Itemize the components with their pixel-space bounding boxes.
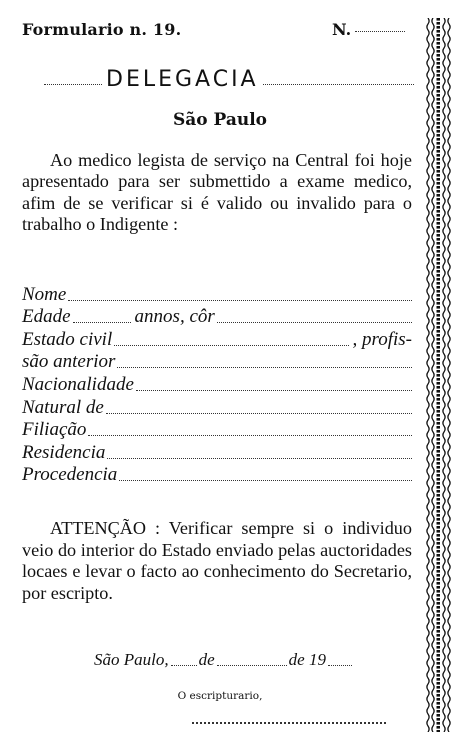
border-chain-link: [437, 610, 441, 613]
border-chain-link: [437, 490, 441, 493]
border-chain-link: [437, 74, 441, 77]
intro-paragraph: Ao medico legista de serviço na Central foi hoje apresentado para ser submettido a exame medico, afim de se verificar si é valido ou invalido para o trabalho o Indigente :: [22, 150, 412, 235]
border-chain-link: [437, 554, 441, 557]
border-chain-link: [437, 174, 441, 177]
border-chain-link: [437, 594, 441, 597]
border-chain-link: [437, 310, 441, 313]
border-chain-link: [437, 530, 441, 533]
border-chain-link: [437, 238, 441, 241]
border-chain-link: [437, 714, 441, 717]
border-chain-link: [437, 430, 441, 433]
border-chain-link: [437, 206, 441, 209]
border-chain-link: [437, 142, 441, 145]
border-chain-link: [437, 230, 441, 233]
border-chain-link: [437, 90, 441, 93]
month-blank: [217, 665, 287, 666]
border-chain-link: [437, 662, 441, 665]
year-blank: [328, 665, 352, 666]
border-chain-link: [437, 126, 441, 129]
border-chain-link: [437, 322, 441, 325]
blank-line: [114, 345, 348, 346]
border-chain-link: [437, 270, 441, 273]
border-chain-link: [437, 422, 441, 425]
border-chain-link: [437, 686, 441, 689]
border-chain-link: [437, 242, 441, 245]
border-chain-link: [437, 362, 441, 365]
field-natural-de: [22, 396, 412, 419]
border-chain-link: [437, 434, 441, 437]
border-chain-link: [437, 66, 441, 69]
border-chain-link: [437, 330, 441, 333]
title-row: [44, 60, 414, 92]
border-chain-link: [437, 98, 441, 101]
border-chain-link: [437, 38, 441, 41]
field-filiacao: [22, 419, 412, 442]
border-chain-link: [437, 46, 441, 49]
border-chain-link: [437, 446, 441, 449]
border-chain-link: [437, 302, 441, 305]
border-chain-link: [437, 478, 441, 481]
border-chain-link: [437, 386, 441, 389]
border-chain-link: [437, 370, 441, 373]
border-chain-link: [437, 646, 441, 649]
border-chain-link: [437, 274, 441, 277]
border-chain-link: [437, 634, 441, 637]
border-chain-link: [437, 698, 441, 701]
day-blank: [171, 665, 197, 666]
border-chain-link: [437, 34, 441, 37]
border-chain-link: [437, 102, 441, 105]
field-label: são anterior: [22, 351, 116, 373]
border-chain-link: [437, 262, 441, 265]
border-chain-link: [437, 186, 441, 189]
border-chain-link: [437, 506, 441, 509]
ornamental-border: [425, 18, 451, 732]
border-chain-link: [437, 26, 441, 29]
border-chain-link: [437, 410, 441, 413]
field-edade: [22, 306, 412, 329]
border-chain-link: [437, 150, 441, 153]
border-chain-link: [437, 586, 441, 589]
border-chain-link: [437, 402, 441, 405]
border-chain-link: [437, 670, 441, 673]
border-chain-link: [437, 674, 441, 677]
border-chain-link: [437, 158, 441, 161]
field-label: , profis-: [352, 328, 412, 350]
year-label: de 19: [288, 650, 326, 669]
border-chain-link: [437, 622, 441, 625]
border-chain-link: [437, 598, 441, 601]
border-chain-link: [437, 538, 441, 541]
border-chain-link: [437, 678, 441, 681]
border-chain-link: [437, 334, 441, 337]
border-chain-link: [437, 246, 441, 249]
border-chain-link: [437, 366, 441, 369]
border-chain-link: [437, 694, 441, 697]
border-chain-link: [437, 682, 441, 685]
signature-line: [192, 722, 386, 724]
field-nacionalidade: [22, 373, 412, 396]
border-chain-link: [437, 486, 441, 489]
border-chain-link: [437, 266, 441, 269]
border-chain-link: [437, 482, 441, 485]
border-chain-link: [437, 146, 441, 149]
border-chain-link: [437, 110, 441, 113]
border-chain-link: [437, 378, 441, 381]
border-wave-line: [432, 18, 434, 732]
border-chain-link: [437, 282, 441, 285]
border-chain-link: [437, 630, 441, 633]
blank-line: [88, 435, 412, 436]
border-chain-link: [437, 122, 441, 125]
border-chain-link: [437, 590, 441, 593]
border-chain-link: [437, 294, 441, 297]
border-chain-link: [437, 722, 441, 725]
border-chain-link: [437, 346, 441, 349]
border-chain-link: [437, 114, 441, 117]
border-chain-link: [437, 254, 441, 257]
border-chain-link: [437, 442, 441, 445]
field-estado-civil: [22, 328, 412, 351]
border-chain-link: [437, 502, 441, 505]
border-chain-link: [437, 226, 441, 229]
border-chain-link: [437, 474, 441, 477]
border-chain-link: [437, 342, 441, 345]
border-chain-link: [437, 666, 441, 669]
border-chain-link: [437, 250, 441, 253]
border-chain-link: [437, 58, 441, 61]
border-chain-link: [437, 50, 441, 53]
border-chain-link: [437, 350, 441, 353]
border-chain-link: [437, 358, 441, 361]
border-chain-link: [437, 22, 441, 25]
border-chain-link: [437, 62, 441, 65]
border-wave-line: [427, 18, 429, 732]
border-chain-link: [437, 702, 441, 705]
border-chain-link: [437, 454, 441, 457]
border-chain-link: [437, 382, 441, 385]
border-chain-link: [437, 214, 441, 217]
border-chain-link: [437, 374, 441, 377]
field-label: annos, côr: [134, 306, 215, 328]
border-chain-link: [437, 94, 441, 97]
border-chain-link: [437, 166, 441, 169]
attention-paragraph: ATTENÇÃO : Verificar sempre si o individuo veio do interior do Estado enviado pelas auctoridades locaes e levar o facto ao conhecimento do Secretario, por escripto.: [22, 518, 412, 603]
border-wave-line: [448, 18, 450, 732]
border-chain-link: [437, 566, 441, 569]
border-chain-link: [437, 650, 441, 653]
border-chain-link: [437, 106, 441, 109]
title-dots-left: [44, 84, 102, 85]
border-chain-link: [437, 130, 441, 133]
blank-line: [117, 367, 412, 368]
border-chain-link: [437, 418, 441, 421]
border-chain-link: [437, 518, 441, 521]
border-chain-link: [437, 570, 441, 573]
city-heading: São Paulo: [172, 110, 268, 130]
border-chain-link: [437, 70, 441, 73]
date-de-label: de: [198, 650, 215, 669]
border-chain-link: [437, 78, 441, 81]
border-wave-line: [443, 18, 445, 732]
border-chain-link: [437, 298, 441, 301]
border-chain-link: [437, 558, 441, 561]
field-label: Natural de: [22, 396, 104, 418]
border-chain-link: [437, 498, 441, 501]
border-chain-link: [437, 574, 441, 577]
border-chain-link: [437, 18, 441, 21]
field-label: Residencia: [22, 441, 106, 463]
border-chain-link: [437, 514, 441, 517]
border-chain-link: [437, 278, 441, 281]
border-chain-link: [437, 190, 441, 193]
border-chain-link: [437, 162, 441, 165]
number-blank: [355, 31, 405, 32]
field-label: Nome: [22, 283, 67, 305]
field-label: Edade: [22, 306, 71, 328]
border-chain-link: [437, 462, 441, 465]
border-chain-link: [437, 726, 441, 729]
border-chain-link: [437, 170, 441, 173]
border-chain-link: [437, 582, 441, 585]
border-chain-link: [437, 198, 441, 201]
form-number: Formulario n. 19.: [22, 20, 182, 39]
border-chain-link: [437, 638, 441, 641]
title-dots-right: [263, 84, 414, 85]
border-chain-link: [437, 618, 441, 621]
border-chain-link: [437, 578, 441, 581]
number-field: [332, 20, 412, 39]
border-chain-link: [437, 318, 441, 321]
border-chain-link: [437, 210, 441, 213]
border-chain-link: [437, 390, 441, 393]
border-chain-link: [437, 602, 441, 605]
blank-line: [106, 413, 412, 414]
border-chain-link: [437, 426, 441, 429]
border-chain-link: [437, 202, 441, 205]
border-chain-link: [437, 450, 441, 453]
blank-line: [73, 322, 131, 323]
border-chain-link: [437, 354, 441, 357]
field-label: Nacionalidade: [22, 373, 134, 395]
border-chain-link: [437, 626, 441, 629]
border-chain-link: [437, 438, 441, 441]
border-chain-link: [437, 138, 441, 141]
field-procedencia: [22, 464, 412, 487]
border-chain-link: [437, 398, 441, 401]
border-chain-link: [437, 234, 441, 237]
border-chain-link: [437, 258, 441, 261]
clerk-label: O escripturario,: [177, 690, 263, 702]
border-chain-link: [437, 178, 441, 181]
border-chain-link: [437, 194, 441, 197]
field-profissao-anterior: [22, 351, 412, 374]
border-chain-link: [437, 654, 441, 657]
border-chain-link: [437, 326, 441, 329]
border-chain-link: [437, 710, 441, 713]
border-chain-link: [437, 510, 441, 513]
date-city: São Paulo,: [94, 650, 169, 669]
border-chain-link: [437, 54, 441, 57]
field-label: Estado civil: [22, 328, 113, 350]
border-chain-link: [437, 690, 441, 693]
border-chain-link: [437, 314, 441, 317]
blank-line: [68, 300, 412, 301]
border-chain-link: [437, 526, 441, 529]
border-chain-link: [437, 338, 441, 341]
border-chain-link: [437, 470, 441, 473]
blank-line: [217, 322, 412, 323]
border-chain-link: [437, 562, 441, 565]
border-chain-link: [437, 414, 441, 417]
border-chain-link: [437, 706, 441, 709]
border-chain-link: [437, 466, 441, 469]
border-chain-link: [437, 546, 441, 549]
border-chain-link: [437, 306, 441, 309]
border-chain-link: [437, 614, 441, 617]
border-chain-link: [437, 406, 441, 409]
border-chain-link: [437, 182, 441, 185]
field-label: Filiação: [22, 419, 87, 441]
border-chain-link: [437, 286, 441, 289]
border-chain-link: [437, 658, 441, 661]
blank-line: [136, 390, 412, 391]
blank-line: [119, 480, 412, 481]
date-line: [94, 650, 394, 670]
border-chain-link: [437, 30, 441, 33]
border-chain-link: [437, 542, 441, 545]
border-chain-link: [437, 522, 441, 525]
border-chain-link: [437, 534, 441, 537]
border-chain-link: [437, 550, 441, 553]
border-chain-link: [437, 494, 441, 497]
field-residencia: [22, 441, 412, 464]
border-chain-link: [437, 154, 441, 157]
form-header: [22, 20, 412, 46]
border-chain-link: [437, 394, 441, 397]
page-title: DELEGACIA: [106, 67, 259, 92]
border-chain-link: [437, 118, 441, 121]
border-chain-link: [437, 718, 441, 721]
border-chain-link: [437, 222, 441, 225]
border-chain-link: [437, 42, 441, 45]
border-chain-link: [437, 86, 441, 89]
border-chain-link: [437, 642, 441, 645]
border-chain-link: [437, 290, 441, 293]
number-label: N.: [332, 20, 352, 39]
border-chain-link: [437, 730, 441, 732]
form-fields: [22, 283, 412, 486]
border-chain-link: [437, 134, 441, 137]
border-chain-link: [437, 606, 441, 609]
blank-line: [107, 458, 412, 459]
field-nome: [22, 283, 412, 306]
border-chain-link: [437, 458, 441, 461]
field-label: Procedencia: [22, 464, 118, 486]
border-chain-link: [437, 218, 441, 221]
border-chain-link: [437, 82, 441, 85]
